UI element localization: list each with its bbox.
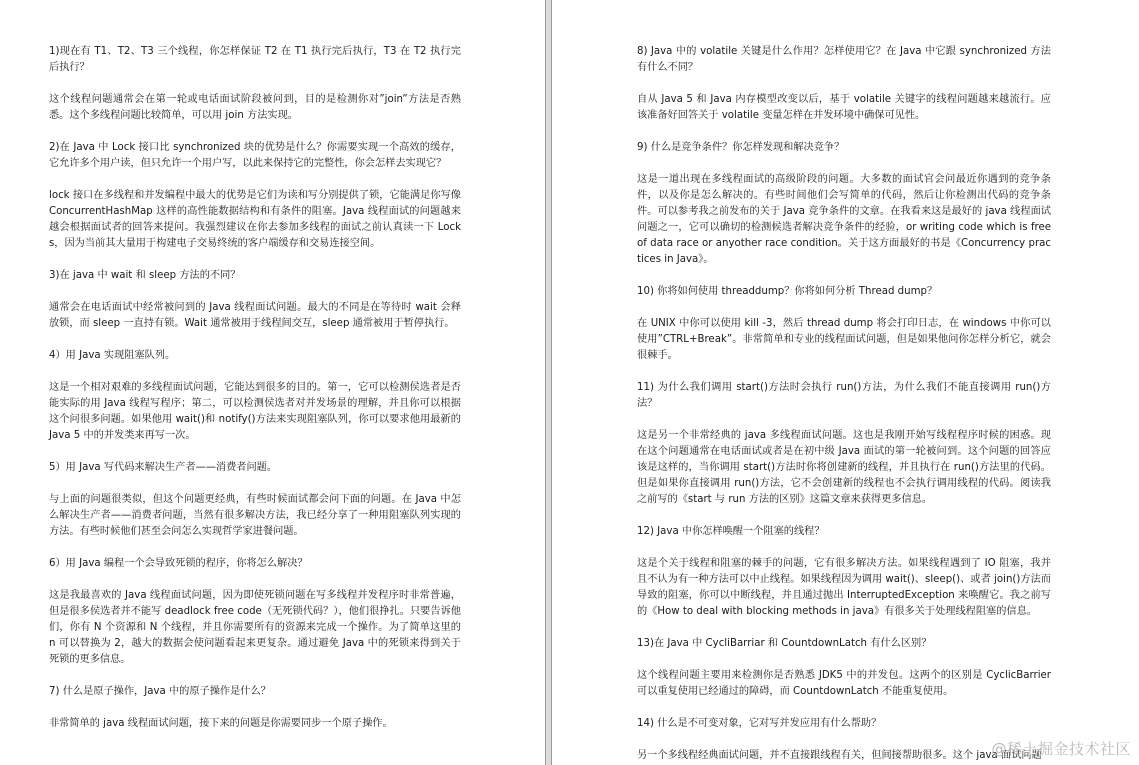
- answer-4: 这是一个相对艰难的多线程面试问题，它能达到很多的目的。第一，它可以检测侯选者是否能实际的用 Java 线程写程序；第二，可以检测侯选者对并发场景的理解，并且你可以根据这个问很多问题。如果他用 wait()和 notify()方法来实现阻塞队列，你可以要求他用最新的 Java 5 中的并发类来再写一次。: [49, 382, 461, 441]
- question-10: 10) 你将如何使用 threaddump？你将如何分析 Thread dump？: [637, 286, 938, 297]
- page-right-content: [637, 44, 1051, 765]
- question-8: 8) Java 中的 volatile 关键是什么作用？怎样使用它？在 Java 中它跟 synchronized 方法有什么不同？: [637, 46, 1051, 73]
- question-14: 14) 什么是不可变对象，它对写并发应用有什么帮助？: [637, 718, 882, 729]
- question-3: 3)在 java 中 wait 和 sleep 方法的不同？: [49, 270, 241, 281]
- answer-2: lock 接口在多线程和并发编程中最大的优势是它们为读和写分别提供了锁，它能满足你写像 ConcurrentHashMap 这样的高性能数据结构和有条件的阻塞。Java 线程面试的问题越来越会根据面试者的回答来提问。我强烈建议在你去参加多线程的面试之前认真读一下 Locks，因为当前其大量用于构建电子交易终统的客户端缓存和交易连接空间。: [49, 190, 461, 249]
- answer-13: 这个线程问题主要用来检测你是否熟悉 JDK5 中的并发包。这两个的区别是 CyclicBarrier 可以重复使用已经通过的障碍，而 CountdownLatch 不能重复使用。: [637, 670, 1051, 697]
- answer-7: 非常简单的 java 线程面试问题，接下来的问题是你需要同步一个原子操作。: [49, 718, 393, 729]
- question-2: 2)在 Java 中 Lock 接口比 synchronized 块的优势是什么？你需要实现一个高效的缓存，它允许多个用户读，但只允许一个用户写，以此来保持它的完整性，你会怎样去实现它？: [49, 142, 461, 169]
- answer-10: 在 UNIX 中你可以使用 kill -3，然后 thread dump 将会打印日志，在 windows 中你可以使用”CTRL+Break”。非常简单和专业的线程面试问题，但是如果他问你怎样分析它，就会很棘手。: [637, 318, 1051, 361]
- page-left-content: [49, 44, 461, 748]
- document-page-left: [0, 0, 546, 765]
- answer-5: 与上面的问题很类似，但这个问题更经典，有些时候面试都会问下面的问题。在 Java 中怎么解决生产者——消费者问题，当然有很多解决方法，我已经分享了一种用阻塞队列实现的方法。有些时候他们甚至会问怎么实现哲学家进餐问题。: [49, 494, 461, 537]
- answer-1: 这个线程问题通常会在第一轮或电话面试阶段被问到，目的是检测你对”join”方法是否熟悉。这个多线程问题比较简单，可以用 join 方法实现。: [49, 94, 461, 121]
- answer-14: 另一个多线程经典面试问题，并不直接跟线程有关，但间接帮助很多。这个 java 面试问题: [637, 750, 1042, 761]
- answer-11: 这是另一个非常经典的 java 多线程面试问题。这也是我刚开始写线程程序时候的困惑。现在这个问题通常在电话面试或者是在初中级 Java 面试的第一轮被问到。这个问题的回答应该是这样的，当你调用 start()方法时你将创建新的线程，并且执行在 run()方法里的代码。但是如果你直接调用 run()方法，它不会创建新的线程也不会执行调用线程的代码。阅读我之前写的《start 与 run 方法的区别》这篇文章来获得更多信息。: [637, 430, 1051, 505]
- answer-12: 这是个关于线程和阻塞的棘手的问题，它有很多解决方法。如果线程遇到了 IO 阻塞，我并且不认为有一种方法可以中止线程。如果线程因为调用 wait()、sleep()、或者 join()方法而导致的阻塞，你可以中断线程，并且通过抛出 InterruptedException 来唤醒它。我之前写的《How to deal with blocking methods in java》有很多关于处理线程阻塞的信息。: [637, 558, 1051, 617]
- answer-9: 这是一道出现在多线程面试的高级阶段的问题。大多数的面试官会问最近你遇到的竞争条件，以及你是怎么解决的。有些时间他们会写简单的代码，然后让你检测出代码的竞争条件。可以参考我之前发布的关于 Java 竞争条件的文章。在我看来这是最好的 java 线程面试问题之一，它可以确切的检测候选者解决竞争条件的经验，or writing code which is free of data race or anyother race condition。关于这方面最好的书是《Concurrency practices in Java》。: [637, 174, 1051, 265]
- document-page-right: [551, 0, 1139, 765]
- question-9: 9) 什么是竞争条件？你怎样发现和解决竞争？: [637, 142, 845, 153]
- answer-8: 自从 Java 5 和 Java 内存模型改变以后，基于 volatile 关键字的线程问题越来越流行。应该准备好回答关于 volatile 变量怎样在并发环境中确保可见性。: [637, 94, 1051, 121]
- question-4: 4）用 Java 实现阻塞队列。: [49, 350, 176, 361]
- question-11: 11) 为什么我们调用 start()方法时会执行 run()方法，为什么我们不能直接调用 run()方法？: [637, 382, 1051, 409]
- question-1: 1)现在有 T1、T2、T3 三个线程，你怎样保证 T2 在 T1 执行完后执行，T3 在 T2 执行完后执行？: [49, 46, 461, 73]
- question-13: 13)在 Java 中 CycliBarriar 和 CountdownLatch 有什么区别？: [637, 638, 932, 649]
- question-7: 7) 什么是原子操作，Java 中的原子操作是什么？: [49, 686, 271, 697]
- question-6: 6）用 Java 编程一个会导致死锁的程序，你将怎么解决？: [49, 558, 308, 569]
- answer-3: 通常会在电话面试中经常被问到的 Java 线程面试问题。最大的不同是在等待时 wait 会释放锁，而 sleep 一直持有锁。Wait 通常被用于线程间交互，sleep 通常被用于暂停执行。: [49, 302, 461, 329]
- watermark-text: @稀土掘金技术社区: [991, 740, 1131, 758]
- question-5: 5）用 Java 写代码来解决生产者——消费者问题。: [49, 462, 278, 473]
- answer-6: 这是我最喜欢的 Java 线程面试问题，因为即使死锁问题在写多线程并发程序时非常普遍，但是很多侯选者并不能写 deadlock free code（无死锁代码？），他们很挣扎。只要告诉他们，你有 N 个资源和 N 个线程，并且你需要所有的资源来完成一个操作。为了简单这里的 n 可以替换为 2，越大的数据会使问题看起来更复杂。通过避免 Java 中的死锁来得到关于死锁的更多信息。: [49, 590, 461, 665]
- question-12: 12) Java 中你怎样唤醒一个阻塞的线程？: [637, 526, 825, 537]
